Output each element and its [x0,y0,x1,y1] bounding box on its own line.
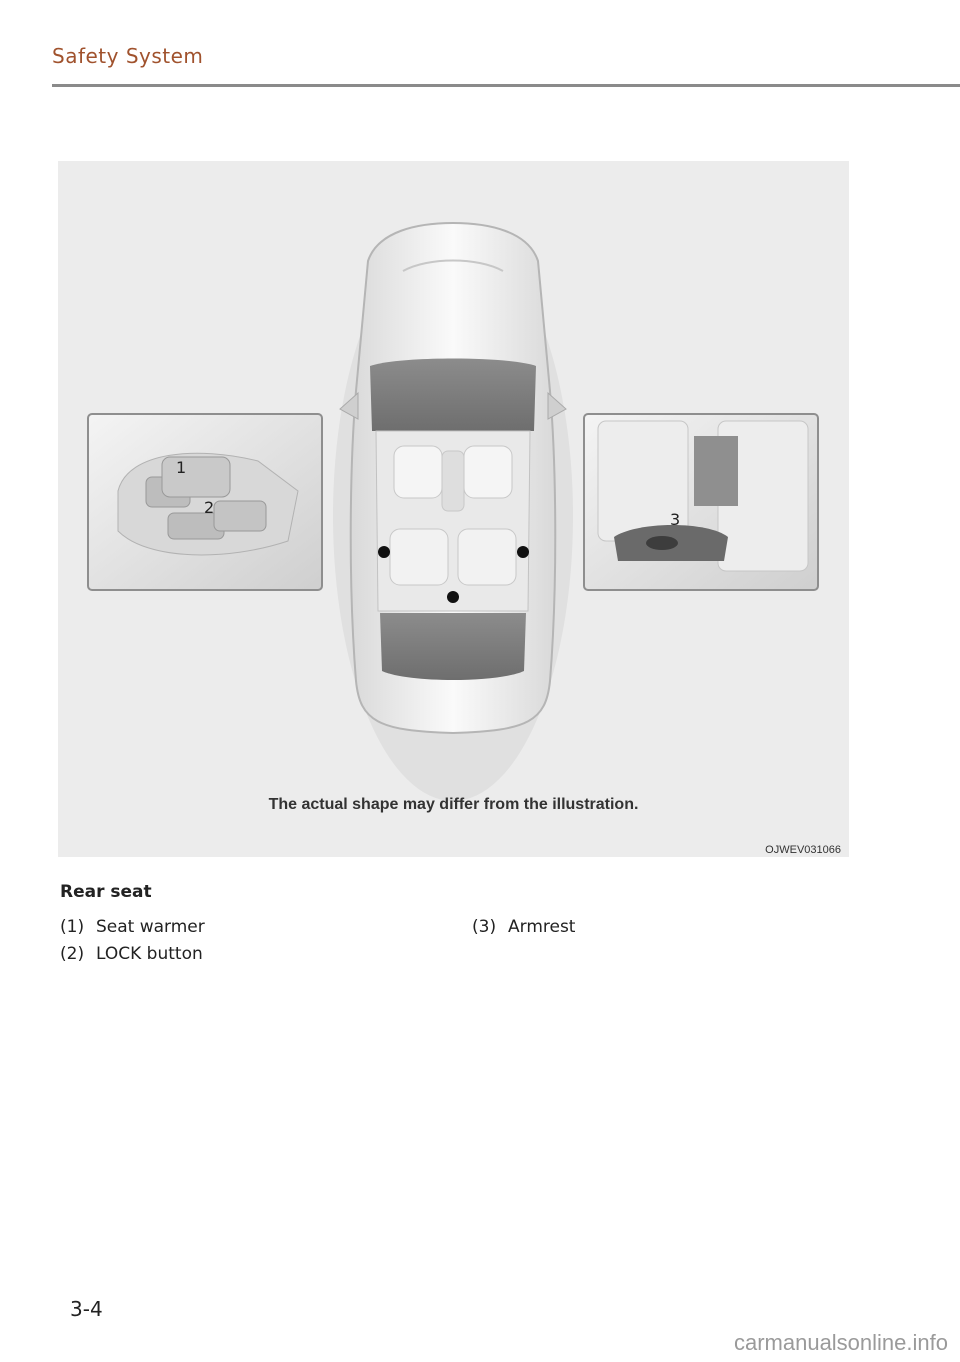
section-heading: Rear seat [60,882,152,902]
callout-1: 1 [176,458,187,477]
section-title: Safety System [52,44,204,68]
header-divider [52,84,960,87]
car-illustration [58,161,849,857]
seat-warmer-lock-inset [88,414,322,590]
legend-number: (2) [60,944,85,964]
legend-item [60,917,205,937]
callout-2: 2 [204,498,215,517]
car-illustration-figure [58,161,849,857]
figure-caption: The actual shape may differ from the illustration. [268,796,639,813]
legend-label: LOCK button [96,944,203,964]
figure-code: OJWEV031066 [765,844,841,856]
legend-number: (1) [60,917,85,937]
car-top-view [340,223,566,733]
legend-item [60,944,203,964]
legend-label: Armrest [508,917,576,937]
watermark: carmanualsonline.info [733,1330,948,1355]
armrest-inset [584,414,818,590]
legend-item [472,917,575,937]
callout-3: 3 [670,510,681,529]
legend-number: (3) [472,917,497,937]
legend-label: Seat warmer [96,917,205,937]
page-number: 3-4 [70,1297,103,1321]
